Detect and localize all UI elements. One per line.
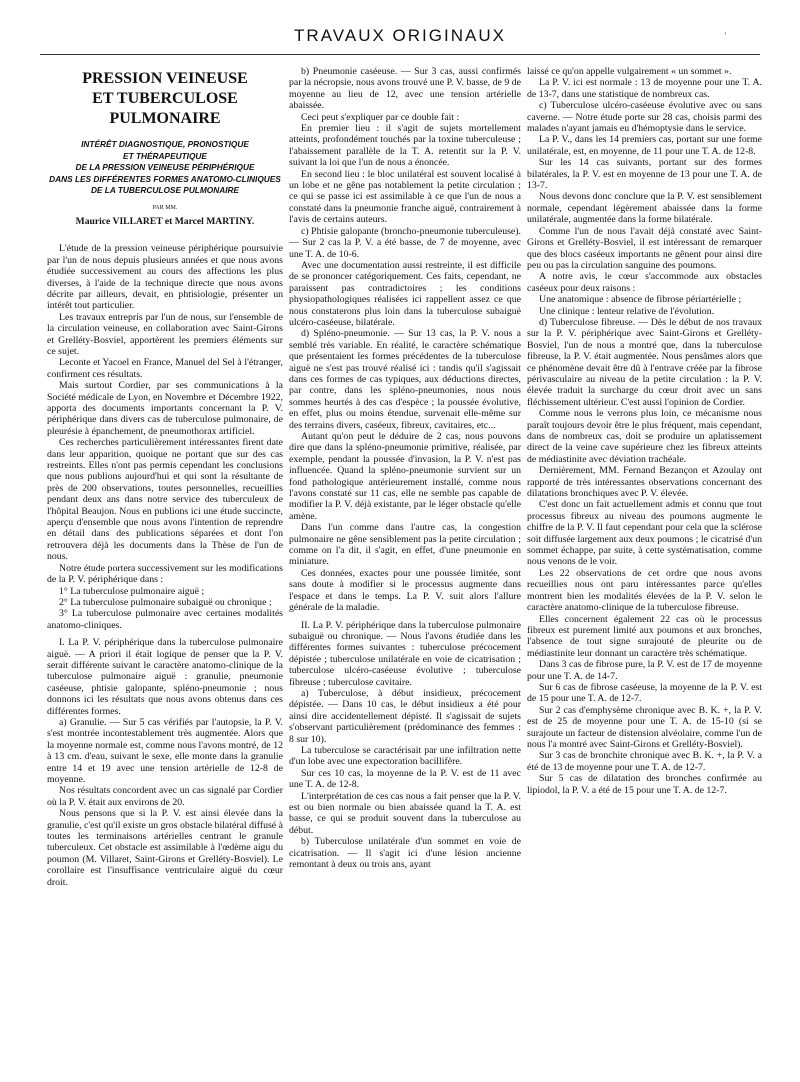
paragraph: d) Tuberculose fibreuse. — Dès le début de nos travaux sur la P. V. périphérique avec Saint-Girons et Grelléty-Bosviel, l'un de nous a montré que, dans la tuberculose fibreuse, la P. V. était augmentée. Nous pensâmes alors que ce phénomène devait être dû à l'entrave créée par la fibrose périvasculaire au niveau de la petite circulation : la P. V. élevée traduit la surcharge du cœur droit avec un sans fléchissement ultérieur. C'est aussi l'opinion de Cordier. bbox=[527, 316, 762, 408]
subtitle-line: INTÉRÊT DIAGNOSTIQUE, PRONOSTIQUE bbox=[81, 139, 249, 149]
article-subtitle bbox=[47, 139, 283, 197]
paragraph: b) Tuberculose unilatérale d'un sommet en voie de cicatrisation. — Il s'agit ici d'une lésion ancienne remontant à deux ou trois ans, ayant bbox=[289, 836, 521, 871]
paragraph: Leconte et Yacoel en France, Manuel del Sel à l'étranger, confirment ces résultats. bbox=[47, 357, 283, 380]
paragraph: Sur 5 cas de dilatation des bronches confirmée au lipiodol, la P. V. a été de 15 pour une T. A. de 12-7. bbox=[527, 773, 762, 796]
paragraph: Dans 3 cas de fibrose pure, la P. V. est de 17 de moyenne pour une T. A. de 14-7. bbox=[527, 659, 762, 682]
paragraph: Nous pensons que si la P. V. est ainsi élevée dans la granulie, c'est qu'il existe un gros obstacle bilatéral diffusé à toutes les terminaisons artérielles centrant le granule tuberculeux. Cet obstacle est assimilable à l'œdème aigu du poumon (M. Villaret, Saint-Girons et Grelléty-Bosviel). Le corollaire est l'insuffisance ventriculaire aiguë du cœur droit. bbox=[47, 808, 283, 888]
by-line-label: PAR MM. bbox=[152, 204, 178, 211]
paragraph: Notre étude portera successivement sur les modifications de la P. V. périphérique dans : bbox=[47, 562, 283, 586]
list-item: 3° La tuberculose pulmonaire avec certaines modalités anatomo-cliniques. bbox=[47, 608, 283, 631]
paragraph: Autant qu'on peut le déduire de 2 cas, nous pouvons dire que dans la spléno-pneumonie primitive, réalisée, par exemple, pendant la poussée d'invasion, la P. V. n'est pas influencée. Quand la spléno-pneumonie survient sur un fond pathologique antérieurement installé, comme nous l'avons constaté sur 11 cas, elle ne semble pas capable de modifier la P. V. déjà existante, par le léger obstacle qu'elle amène. bbox=[289, 431, 521, 522]
paragraph: Sur 2 cas d'emphysème chronique avec B. K. +, la P. V. est de 25 de moyenne pour une T. A. de 15-10 (si se surajoute un facteur de distension alvéolaire, comme l'un de nous l'a montré avec Saint-Girons et Grelléty-Bosviel). bbox=[527, 704, 762, 750]
list-item: 2° La tuberculose pulmonaire subaiguë ou chronique ; bbox=[59, 596, 272, 608]
paragraph: c) Tuberculose ulcéro-caséeuse évolutive avec ou sans caverne. — Notre étude porte sur 28 cas, choisis parmi des malades n'ayant jamais eu d'hémoptysie dans le service. bbox=[527, 100, 762, 135]
paragraph: b) Pneumonie caséeuse. — Sur 3 cas, aussi confirmés par la nécropsie, nous avons trouvé une P. V. basse, de 9 de moyenne au lieu de 12, avec une tension artérielle abaissée. bbox=[289, 66, 521, 112]
paragraph: Dans l'un comme dans l'autre cas, la congestion pulmonaire ne gêne sensiblement pas la petite circulation ; comme on l'a dit, il s'agit, en effet, d'une pneumonie en miniature. bbox=[289, 522, 521, 568]
article-title bbox=[47, 69, 283, 129]
paragraph: Ces recherches particulièrement intéressantes firent date dans leur apparition, quoique ne portant que sur des cas restreints. Elles n'ont pas permis cependant les conclusions que nous publions aujourd'hui et qui sont la résultante de près de 200 observations, toutes personnelles, recueillies pendant deux ans dans notre service des tuberculeux de l'hôpital Beaujon. Nous en publions ici une étude succincte, aperçu d'ensemble que nous avons l'intention de reprendre en détail dans des publications séparées et dont l'on retrouvera déjà les documents dans la Thèse de l'un de nous. bbox=[47, 437, 283, 563]
paragraph: Sur 6 cas de fibrose caséeuse, la moyenne de la P. V. est de 15 pour une T. A. de 12-7. bbox=[527, 681, 762, 705]
paragraph: Sur ces 10 cas, la moyenne de la P. V. est de 11 avec une T. A. de 12-8. bbox=[289, 767, 521, 791]
paragraph: La P. V., dans les 14 premiers cas, portant sur une forme unilatérale, est, en moyenne, de 11 pour une T. A. de 12-8. bbox=[527, 134, 762, 157]
paragraph: Comme l'un de nous l'avait déjà constaté avec Saint-Girons et Grelléty-Bosviel, il est intéressant de remarquer que des blocs caséeux importants ne gênent pour ainsi dire peu ou pas la circulation sanguine des poumons. bbox=[527, 225, 762, 271]
paragraph: Nous devons donc conclure que la P. V. est sensiblement normale, cependant légèrement abaissée dans la forme unilatérale, augmentée dans la forme bilatérale. bbox=[527, 191, 762, 226]
paragraph: Sur les 14 cas suivants, portant sur des formes bilatérales, la P. V. est en moyenne de 13 pour une T. A. de 13-7. bbox=[527, 157, 762, 192]
paragraph: Ces données, exactes pour une poussée limitée, sont sans doute à modifier si le processus augmente dans l'espace et dans le temps. La P. V. suit alors l'allure générale de la maladie. bbox=[289, 567, 521, 614]
journal-section-header: TRAVAUX ORIGINAUX bbox=[294, 26, 506, 45]
paragraph: Elles concernent également 22 cas où le processus fibreux est purement limité aux poumons et aux bronches, l'absence de tout signe surajouté de pleurite ou de médiastinite leur donnant un caractère très schématique. bbox=[527, 613, 762, 659]
subtitle-line: DE LA TUBERCULOSE PULMONAIRE bbox=[90, 185, 240, 195]
paragraph: La P. V. ici est normale : 13 de moyenne pour une T. A. de 13-7, dans une statistique de nombreux cas. bbox=[527, 77, 762, 100]
paragraph: Sur 3 cas de bronchite chronique avec B. K. +, la P. V. a été de 13 de moyenne pour une T. A. de 12-7. bbox=[527, 750, 762, 773]
paragraph: A notre avis, le cœur s'accommode aux obstacles caséeux pour deux raisons : bbox=[527, 271, 762, 294]
paragraph: d) Spléno-pneumonie. — Sur 13 cas, la P. V. nous a semblé très variable. En réalité, le caractère schématique que présentaient les formes précédentes de la tuberculose aiguë ne s'est pas trouvé réalisé ici : tandis qu'il s'agissait dans ces formes de cas typiques, aux déductions directes, par contre, dans les spléno-pneumonies, nous nous sommes heurtés à des cas d'espèce ; la poussée évolutive, en effet, plus ou moins étendue, survenait elle-même sur des terrains divers, caséeux, fibreux, cavitaires, etc... bbox=[289, 328, 521, 431]
paragraph: L'interprétation de ces cas nous a fait penser que la P. V. est ou bien normale ou bien abaissée quand la T. A. est basse, ce qui se produit souvent dans la tuberculose au début. bbox=[289, 790, 521, 836]
section-heading-paragraph: I. La P. V. périphérique dans la tuberculose pulmonaire aiguë. — A priori il était logique de penser que la P. V. serait différente suivant le caractère anatomo-clinique de la tuberculose pulmonaire aiguë : granulie, pneumonie caséeuse, phtisie galopante, spléno-pneumonie ; nous donnons ici les résultats que nous avons obtenus dans ces différentes formes. bbox=[47, 637, 283, 717]
paragraph: Les 22 observations de cet ordre que nous avons recueillies nous ont paru intéressantes parce qu'elles montrent bien les modalités élevées de la P. V. selon le caractère anatomo-clinique de la tuberculose fibreuse. bbox=[527, 567, 762, 614]
header-rule bbox=[40, 54, 760, 55]
page-mark: ' bbox=[724, 31, 726, 40]
section-heading-paragraph: II. La P. V. périphérique dans la tuberculose pulmonaire subaiguë ou chronique. — Nous l'avons étudiée dans les différentes formes suivantes : tuberculose précocement dépistée ; tuberculose unilatérale en voie de cicatrisation ; tuberculose ulcéro-caséeuse évolutive ; tuberculose fibreuse ; tuberculose cavitaire. bbox=[289, 619, 521, 688]
paragraph: Les travaux entrepris par l'un de nous, sur l'ensemble de la circulation veineuse, en collaboration avec Saint-Girons et Grelléty-Bosviel, apportèrent les premiers éléments sur ce sujet. bbox=[47, 311, 283, 357]
subtitle-line: DANS LES DIFFÉRENTES FORMES ANATOMO-CLINIQUES bbox=[49, 173, 281, 184]
paragraph: La tuberculose se caractérisait par une infiltration nette d'un lobe avec une expectoration bacillifère. bbox=[289, 744, 521, 768]
column-2 bbox=[289, 66, 521, 870]
paragraph: C'est donc un fait actuellement admis et connu que tout processus fibreux au niveau des poumons augmente le chiffre de la P. V. Il faut cependant pour cela que la sclérose soit diffusée largement aux deux poumons ; le cicatrisé d'un sommet échappe, par suite, à cette systématisation, comme nous venons de le voir. bbox=[527, 499, 762, 568]
paragraph: a) Granulie. — Sur 5 cas vérifiés par l'autopsie, la P. V. s'est montrée incontestablement très augmentée. Alors que la moyenne normale est, comme nous l'avons montré, de 12 à 13 cm. d'eau, suivant le sexe, elle monte dans la granulie entre 14 et 19 avec une tension artérielle de 12-8 de moyenne. bbox=[47, 716, 283, 785]
paragraph: Comme nous le verrons plus loin, ce mécanisme nous paraît toujours devoir être le plus fréquent, mais cependant, dans de nombreux cas, doit se produire un aplatissement direct de la veine cave supérieure chez les fibreux atteints de médiastinite avec déviation trachéale. bbox=[527, 408, 762, 465]
paragraph: Une anatomique : absence de fibrose périartérielle ; bbox=[539, 294, 742, 306]
paragraph: En premier lieu : il s'agit de sujets mortellement atteints, profondément touchés par la toxine tuberculeuse ; l'abaissement parallèle de la T. A. retentit sur la P. V. suivant la loi que l'un de nous a énoncée. bbox=[289, 123, 521, 169]
subtitle-line: DE LA PRESSION VEINEUSE PÉRIPHÉRIQUE bbox=[75, 162, 255, 172]
column-3 bbox=[527, 66, 762, 796]
list-item: 1° La tuberculose pulmonaire aiguë ; bbox=[59, 585, 205, 597]
paragraph: Mais surtout Cordier, par ses communications à la Société médicale de Lyon, en Novembre et Décembre 1922, apporta des documents importants concernant la P. V. périphérique dans divers cas de tuberculose pulmonaire, de pleurésie à épanchement, de pneumothorax artificiel. bbox=[47, 380, 283, 437]
title-line-1: PRESSION VEINEUSE bbox=[82, 70, 248, 87]
subtitle-line: ET THÉRAPEUTIQUE bbox=[123, 150, 207, 161]
paragraph: En second lieu : le bloc unilatéral est souvent localisé à un lobe et ne gêne pas notablement la petite circulation ; ce qui se passe ici est assimilable à ce que l'un de nous a constaté dans la pneumonie franche aiguë, contrairement à l'avis de certains auteurs. bbox=[289, 168, 521, 226]
paragraph: Une clinique : lenteur relative de l'évolution. bbox=[539, 305, 715, 317]
paragraph: Nos résultats concordent avec un cas signalé par Cordier où la P. V. était aux environs de 20. bbox=[47, 785, 283, 808]
paragraph: a) Tuberculose, à début insidieux, précocement dépistée. — Dans 10 cas, le début insidieux a été pour ainsi dire accidentellement dépisté. Il s'agissait de sujets s'observant particulièrement (prédominance des femmes : 8 sur 10). bbox=[289, 687, 521, 745]
paragraph: c) Phtisie galopante (broncho-pneumonie tuberculeuse). — Sur 2 cas la P. V. a été basse, de 7 de moyenne, avec une T. A. de 10-6. bbox=[289, 225, 521, 260]
authors: Maurice VILLARET et Marcel MARTINY. bbox=[75, 215, 255, 227]
paragraph: Dernièrement, MM. Fernand Bezançon et Azoulay ont rapporté de très intéressantes observations concernant des dilatations bronchiques avec P. V. élevée. bbox=[527, 465, 762, 500]
title-line-2: ET TUBERCULOSE PULMONAIRE bbox=[92, 90, 238, 127]
paragraph: Avec une documentation aussi restreinte, il est difficile de se prononcer catégoriquement. Ces faits, cependant, ne paraissent pas contradictoires ; les conditions physiopathologiques réalisées ici rappellent assez ce que nous constaterons plus loin dans la tuberculose subaiguë ulcéro-caséeuse, bilatérale. bbox=[289, 259, 521, 328]
paragraph: L'étude de la pression veineuse périphérique poursuivie par l'un de nous depuis plusieurs années et que nous avons étudiée successivement au cours des affections les plus diverses, à l'aide de la technique directe que nous avons décrite par ailleurs, devait, en phtisiologie, présenter un intérêt tout particulier. bbox=[47, 243, 283, 312]
paragraph: laissé ce qu'on appelle vulgairement « un sommet ». bbox=[527, 66, 732, 77]
column-1 bbox=[47, 66, 283, 888]
paragraph: Ceci peut s'expliquer par ce double fait : bbox=[301, 111, 460, 123]
